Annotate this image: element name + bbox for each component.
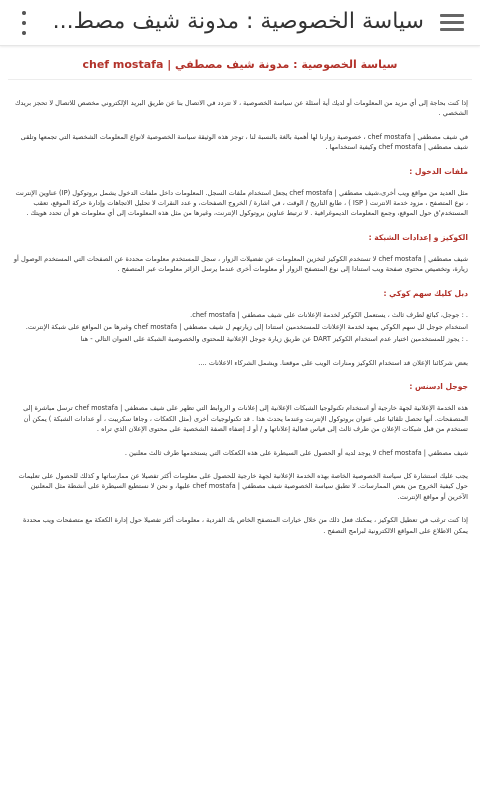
section-heading-cookies: الكوكيز و إعدادات الشبكة : xyxy=(368,232,468,242)
article-content[interactable] xyxy=(0,46,480,800)
paragraph: يجب عليك استشارة كل سياسة الخصوصية الخاصة بهذه الخدمة الإعلانية لجهة خارجية للحصول على معلومات أكثر تفصيلا عن ممارساتها و كذلك للحصول على تعليمات حول كيفية الخروج من بعض الممارسات. لا تطبق سياسة الخصوصية شيف مصطفي | chef mostafa عليها، و نحن لا نستطيع السيطرة على أنشطة مثل المعلنين الآخرين أو مواقع الإنترنت. xyxy=(18,471,468,501)
paragraph: بعض شركائنا الإعلان قد استخدام الكوكيز ومنارات الويب على موقعنا. ويشمل الشركاء الاعلانات .... xyxy=(198,358,468,367)
more-options-icon[interactable] xyxy=(14,7,34,39)
paragraph: إذا كنت ترغب في تعطيل الكوكيز ، يمكنك فعل ذلك من خلال خيارات المتصفح الخاص بك الفردية ، معلومات أكثر تفصيلا حول إدارة الكعكة مع متصفحات ويب محددة يمكن الاطلاع على المواقع الالكترونية لبرامج التصفح . xyxy=(22,516,468,535)
paragraph: شيف مصطفي | chef mostafa لا تستخدم الكوكيز لتخزين المعلومات عن تفضيلات الزوار ، سجل للمستخدم معلومات محددة عن الصفحات التي المستخدم الوصول أو زيارة، وتخصيص محتوى صفحة ويب استنادا إلى نوع المتصفح الزوار أو معلومات أخرى عندما يرسل الزائر معلومات عبر المتصفح . xyxy=(13,254,468,274)
menu-icon[interactable] xyxy=(438,10,468,34)
paragraph: في شيف مصطفي | chef mostafa ، خصوصية زوارنا لها أهمية بالغة بالنسبة لنا ، توجز هذه الوثيقة سياسة الخصوصية لانواع المعلومات الشخصية التي تجمعها وتلقى شيف مصطفي | chef mostafa وكيفية استخدامها . xyxy=(20,132,468,152)
section-heading-adsense: جوجل ادسنس : xyxy=(409,382,468,392)
page-title: سياسة الخصوصية : مدونة شيف مصطفي | chef mostafa xyxy=(8,52,472,80)
section-heading-doubleclick: دبل كليك سهم كوكي : xyxy=(383,288,468,298)
section-heading-log-files: ملفات الدخول : xyxy=(409,166,468,176)
paragraph: مثل العديد من مواقع ويب أخرى،شيف مصطفي | chef mostafa يجعل استخدام ملفات السجل. المعلومات داخل ملفات الدخول يشمل بروتوكول (IP) عناوين الإنترنت ، نوع المتصفح ، مزود خدمة الانترنت ( ISP ) ، طابع التاريخ / الوقت ، في اشارة / الخروج الصفحات، و عدد النقرات لا تحليل الاتجاهات وإدارة حركة الموقع، تعقب المستخدم'ق حول الموقع، وجمع المعلومات الديموغرافية . لا ترتبط عناوين بروتوكول الإنترنت، وغيرها من مثل هذه المعلومات إلى أي معلومات هو أن تحدد هويتك . xyxy=(15,188,468,218)
paragraph: . : يجوز للمستخدمين اختيار عدم استخدام الكوكيز DART عن طريق زيارة جوجل الإعلانية للمحتوى والخصوصية الشبكة على العنوان التالي - هنا xyxy=(80,335,468,344)
paragraph: إذا كنت بحاجة إلى أي مزيد من المعلومات أو لديك أية أسئلة عن سياسة الخصوصية ، لا تتردد في الاتصال بنا عن طريق البريد الإلكتروني مخصص للاتصال لا تحجز بريدك الشخصي . xyxy=(14,99,468,118)
app-bar xyxy=(0,0,480,46)
paragraph: شيف مصطفي | chef mostafa لا يوجد لديه أو الحصول على السيطرة على هذه الكعكات التي يستخدمها طرف ثالث معلنين . xyxy=(124,448,468,457)
paragraph: هذه الخدمة الإعلانية لجهة خارجية أو استخدام تكنولوجيا الشبكات الإعلانية إلى إعلانات و الروابط التي تظهر على شيف مصطفي | chef mostafa ترسل مباشرة إلى المتصفحات. أنها تحصل تلقائيا على عنوان بروتوكول الإنترنت وعندما يحدث هذا . قد تكنولوجيات أخرى (مثل الكعكات ، وجافا سكريبت ، أو عدادات الشبكة ) يمكن أن تستخدم من قبل شبكات الإعلان من طرف ثالث إلى قياس فعالية إعلاناتها و / أو لـ إضفاء الصفة الشخصية على محتوى الإعلان الذي تراه . xyxy=(23,404,468,434)
app-bar-title: سياسة الخصوصية : مدونة شيف مصط... xyxy=(52,9,424,34)
paragraph: . : جوجل، كبائع لطرف ثالث ، يستعمل الكوكيز لخدمة الإعلانات على شيف مصطفي | chef mostafa. xyxy=(190,310,468,319)
paragraph: استخدام جوجل لل سهم الكوكي يمهد لخدمة الإعلانات للمستخدمين استنادا إلى زيارتهم ل شيف مصطفي | chef mostafa وغيرها من المواقع على شبكة الإنترنت. xyxy=(25,323,468,332)
